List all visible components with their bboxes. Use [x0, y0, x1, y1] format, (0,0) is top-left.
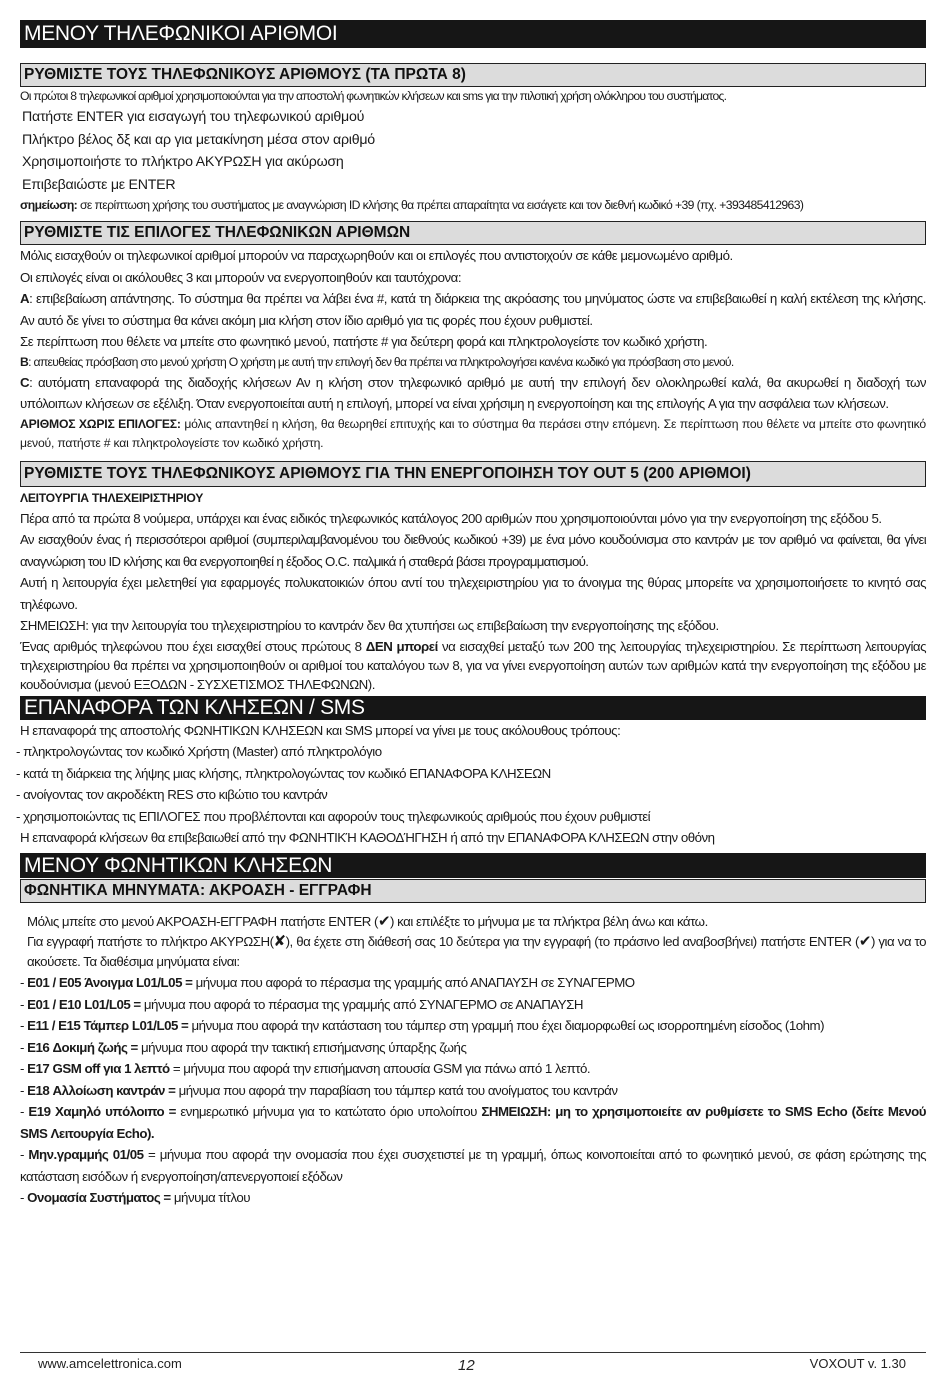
message-e11-e15: [20, 1015, 926, 1037]
page-footer: [20, 1352, 926, 1374]
option-a-label: A: [20, 291, 30, 306]
message-text: μήνυμα που αφορά την τακτική επισήμανσης ύπαρξης ζωής: [137, 1039, 467, 1055]
option-b: [20, 353, 926, 372]
option-a: [20, 288, 926, 331]
remote-control-title: ΛΕΙΤΟΥΡΓΙΑ ΤΗΛΕΧΕΙΡΙΣΤΗΡΙΟΥ: [20, 490, 204, 505]
list-dash: -: [20, 1082, 28, 1098]
options-p3: Σε περίπτωση που θέλετε να μπείτε στο φωνητικό μενού, πατήστε # για δεύτερη φορά και πληκτρολογείστε τον κωδικό χρήστη.: [20, 334, 708, 349]
step-enter: Πατήστε ENTER για εισαγωγή του τηλεφωνικού αριθμού: [22, 109, 365, 125]
no-options: [20, 415, 926, 453]
voice-p2: [20, 932, 926, 972]
reset-item-master: - πληκτρολογώντας τον κωδικό Χρήστη (Master) από πληκτρολόγιο: [16, 744, 382, 759]
message-text: = μήνυμα που αφορά την ονομασία που έχει συσχετιστεί με τη γραμμή, όπως κοινοποιείται από το φωνητικό μενού, σε φάση ερώτησης της κατάσταση εισόδων ή ενεργοποίηση/απενεργοποιεί εξόδων: [20, 1147, 927, 1184]
reset-outro: Η επαναφορά κλήσεων θα επιβεβαιωθεί από την ΦΩΝΗΤΙΚΉ ΚΑΘΟΔΉΓΗΣΗ ή από την ΕΠΑΝΑΦΟΡΑ ΚΛΗΣΕΩΝ στην οθόνη: [20, 830, 715, 845]
voice-p2-a: Για εγγραφή πατήστε το πλήκτρο ΑΚΥΡΩΣΗ(: [27, 934, 274, 949]
section-title-reset-calls: ΕΠΑΝΑΦΟΡΑ ΤΩΝ ΚΛΗΣΕΩΝ / SMS: [20, 696, 926, 720]
step-confirm: Επιβεβαιώστε με ENTER: [22, 176, 176, 193]
check-icon: ✔: [377, 912, 391, 930]
out5-p5: [20, 637, 926, 694]
out5-p5-a: Ένας αριθμός τηλεφώνου που έχει εισαχθεί στους πρώτους 8: [20, 638, 366, 654]
options-p2: Οι επιλογές είναι οι ακόλουθες 3 και μπορούν να ενεργοποιηθούν και ταυτόχρονα:: [20, 269, 462, 285]
option-a-text: : επιβεβαίωση απάντησης. Το σύστημα θα πρέπει να λάβει ένα #, κατά τη διάρκεια της ακρόασης του μηνύματος ώστε να επιβεβαιωθεί η καλή εκτέλεση της κλήσης. Αν αυτό δε γίνει το σύστημα θα κάνει ακόμη μια κλήση στον ίδιο αριθμό για τις φορές που έχουν ρυθμιστεί.: [20, 291, 926, 328]
subsection-title-out5: ΡΥΘΜΙΣΤΕ ΤΟΥΣ ΤΗΛΕΦΩΝΙΚΟΥΣ ΑΡΙΘΜΟΥΣ ΓΙΑ ΤΗΝ ΕΝΕΡΓΟΠΟΙΗΣΗ ΤΟΥ OUT 5 (200 ΑΡΙΘΜΟΙ): [20, 461, 926, 487]
no-options-text: μόλις απαντηθεί η κλήση, θα θεωρηθεί επιτυχής και το σύστημα θα περάσει στην επόμενη. Σε περίπτωση που θέλετε να μπείτε στο φωνητικό μενού, πατήστε # και πληκτρολογείστε τον κωδικό χρήστη.: [20, 416, 926, 450]
voice-messages-list: [20, 972, 926, 1209]
message-e01-e10: [20, 994, 926, 1016]
voice-p1: [20, 911, 926, 933]
section-title-phone-numbers: ΜΕΝΟΥ ΤΗΛΕΦΩΝΙΚΟΙ ΑΡΙΘΜΟΙ: [20, 20, 926, 48]
option-b-label: B: [20, 354, 29, 369]
message-label: E16 Δοκιμή ζωής =: [27, 1039, 138, 1055]
note-caller-id: [20, 196, 926, 215]
message-label: E01 / E10 L01/L05 =: [27, 996, 141, 1012]
message-system-name: - Ονομασία Συστήματος = μήνυμα τίτλου: [20, 1190, 250, 1205]
voice-p1-a: Μόλις μπείτε στο μενού ΑΚΡΟΑΣΗ-ΕΓΓΡΑΦΗ πατήστε ENTER (: [27, 913, 378, 929]
message-e19: - E19 Χαμηλό υπόλοιπο = ενημερωτικό μήνυμα για το κατώτατο όριο υπολοίπου ΣΗΜΕΙΩΣΗ: μη το χρησιμοποιείτε αν ρυθμίσετε το SMS Echo (δείτε Μενού SMS Λειτουργία Echo).: [20, 1104, 927, 1141]
message-e01-e05: [20, 972, 926, 994]
no-options-label: ΑΡΙΘΜΟΣ ΧΩΡΙΣ ΕΠΙΛΟΓΕΣ:: [20, 416, 181, 431]
reset-item-options: - χρησιμοποιώντας τις ΕΠΙΛΟΓΕΣ που προβλέπονται και αφορούν τους τηλεφωνικούς αριθμούς που έχουν ρυθμιστεί: [16, 808, 651, 824]
voice-p1-b: ) και επιλέξτε το μήνυμα με τα πλήκτρα βέλη άνω και κάτω.: [390, 913, 708, 929]
list-dash: -: [20, 1018, 28, 1033]
out5-p5-bold: ΔΕΝ μπορεί: [365, 638, 438, 654]
option-c: [20, 372, 926, 415]
list-dash: -: [20, 996, 28, 1012]
message-text: μήνυμα που αφορά την παραβίαση του τάμπερ κατά του ανοίγματος του καντράν: [175, 1082, 618, 1098]
section-title-voice-menu: ΜΕΝΟΥ ΦΩΝΗΤΙΚΩΝ ΚΛΗΣΕΩΝ: [20, 853, 926, 878]
reset-item-during-call: - κατά τη διάρκεια της λήψης μιας κλήσης, πληκτρολογώντας τον κωδικό ΕΠΑΝΑΦΟΡΑ ΚΛΗΣΕΩΝ: [16, 765, 551, 781]
message-label: E01 / E05 Άνοιγμα L01/L05 =: [27, 975, 193, 990]
subsection-title-options: ΡΥΘΜΙΣΤΕ ΤΙΣ ΕΠΙΛΟΓΕΣ ΤΗΛΕΦΩΝΙΚΩΝ ΑΡΙΘΜΩΝ: [20, 221, 926, 245]
message-text: μήνυμα τίτλου: [170, 1190, 250, 1205]
footer-version: VOXOUT v. 1.30: [809, 1356, 906, 1371]
out5-p5-b: να εισαχθεί μεταξύ των 200 της λειτουργίας τηλεχειριστηρίου. Σε περίπτωση λειτουργίας τηλεχειριστηρίου θα πρέπει να χρησιμοποιηθούν οι αριθμοί του καταλόγου των 8, για να γίνει ενεργοποίηση αυτών των αριθμών κατά την ενεργοποίηση της εξόδου με κουδούνισμα (μενού ΕΞΟΔΩΝ - ΣΥΣΧΕΤΙΣΜΟΣ ΤΗΛΕΦΩΝΩΝ).: [20, 638, 926, 692]
note-text: σε περίπτωση χρήσης του συστήματος με αναγνώριση ID κλήσης θα πρέπει απαραίτητα να εισάγετε και τον διεθνή κωδικό +39 (πχ. +393485412963): [77, 198, 804, 212]
subsection-title-voice-messages: ΦΩΝΗΤΙΚΑ ΜΗΝΥΜΑΤΑ: ΑΚΡΟΑΣΗ - ΕΓΓΡΑΦΗ: [20, 879, 926, 903]
message-label: E18 Αλλοίωση καντράν =: [27, 1082, 176, 1098]
message-e18: [20, 1080, 926, 1102]
message-label: Ονομασία Συστήματος =: [27, 1190, 171, 1205]
option-b-text: : απευθείας πρόσβαση στο μενού χρήστη Ο χρήστη με αυτή την επιλογή δεν θα πρέπει να πληκτρολογήσει κανένα κωδικό για πρόσβαση στο μενού.: [28, 354, 734, 369]
out5-p1: Πέρα από τα πρώτα 8 νούμερα, υπάρχει και ένας ειδικός τηλεφωνικός κατάλογος 200 αριθμών που χρησιμοποιούνται μόνο για την ενεργοποίηση της εξόδου 5.: [20, 510, 882, 526]
out5-p2: Αν εισαχθούν ένας ή περισσότεροι αριθμοί (συμπεριλαμβανομένου του διεθνούς κωδικού +39) με ένα μόνο κουδούνισμα στο καντράν με τον αριθμό να φαίνεται, θα γίνει αναγνώριση του ID κλήσης και θα ενεργοποιηθεί η έξοδος Ο.C. παλμικά ή σταθερά βάσει προγραμματισμού.: [20, 532, 926, 569]
message-e16: [20, 1037, 926, 1059]
voice-p2-c: ) για να το ακούσετε. Τα διαθέσιμα μηνύματα είναι:: [27, 934, 926, 969]
out5-p4: ΣΗΜΕΙΩΣΗ: για την λειτουργία του τηλεχειριστηρίου το καντράν δεν θα χτυπήσει ως επιβεβαίωση την ενεργοποίησης της εξόδου.: [20, 618, 719, 633]
step-cancel: Χρησιμοποιήστε το πλήκτρο ΑΚΥΡΩΣΗ για ακύρωση: [22, 154, 344, 170]
list-dash: -: [20, 975, 28, 990]
message-text: μήνυμα που αφορά την κατάσταση του τάμπερ στη γραμμή που έχει διαμορφωθεί ως ισορροπημένη είσοδος (1ohm): [188, 1018, 825, 1033]
message-label: Μην.γραμμής 01/05: [28, 1147, 144, 1162]
manual-page: [16, 20, 927, 1209]
message-text: ενημερωτικό μήνυμα για το κατώτατο όριο υπολοίπου: [175, 1104, 482, 1119]
subsection-title-first-8: ΡΥΘΜΙΣΤΕ ΤΟΥΣ ΤΗΛΕΦΩΝΙΚΟΥΣ ΑΡΙΘΜΟΥΣ (ΤΑ ΠΡΩΤΑ 8): [20, 63, 926, 87]
reset-item-res-terminal: - ανοίγοντας τον ακροδέκτη RES στο κιβώτιο του καντράν: [16, 787, 328, 802]
note-label: σημείωση:: [20, 198, 78, 212]
footer-page-number: 12: [458, 1357, 475, 1374]
check-icon-2: ✔: [858, 933, 871, 950]
message-label: E17 GSM off για 1 λεπτό: [27, 1061, 170, 1076]
message-label: E19 Χαμηλό υπόλοιπο =: [28, 1104, 176, 1119]
message-e17: [20, 1058, 926, 1080]
options-p1: Μόλις εισαχθούν οι τηλεφωνικοί αριθμοί μπορούν να παραχωρηθούν και οι επιλογές που αντιστοιχούν σε κάθε μεμονωμένο αριθμό.: [20, 248, 733, 263]
list-dash: -: [20, 1039, 28, 1055]
message-text: μήνυμα που αφορά το πέρασμα της γραμμής από ΣΥΝΑΓΕΡΜΟ σε ΑΝΑΠΑΥΣΗ: [140, 996, 583, 1012]
list-dash: -: [20, 1061, 28, 1076]
reset-intro: Η επαναφορά της αποστολής ΦΩΝΗΤΙΚΩΝ ΚΛΗΣΕΩΝ και SMS μπορεί να γίνει με τους ακόλουθους τρόπους:: [20, 722, 621, 738]
footer-website: www.amcelettronica.com: [38, 1356, 182, 1371]
message-text: μήνυμα που αφορά το πέρασμα της γραμμής από ΑΝΑΠΑΥΣΗ σε ΣΥΝΑΓΕΡΜΟ: [192, 975, 635, 990]
paragraph-intro: Οι πρώτοι 8 τηλεφωνικοί αριθμοί χρησιμοποιούνται για την αποστολή φωνητικών κλήσεων και sms για την πιλοτική χρήση ολόκληρου του συστήματος.: [20, 89, 727, 103]
message-line-name: - Μην.γραμμής 01/05 = μήνυμα που αφορά την ονομασία που έχει συσχετιστεί με τη γραμμή, όπως κοινοποιείται από το φωνητικό μενού, σε φάση ερώτησης της κατάσταση εισόδων ή ενεργοποίηση/απενεργοποιεί εξόδων: [20, 1147, 927, 1184]
step-arrows: Πλήκτρο βέλος δξ και αρ για μετακίνηση μέσα στον αριθμό: [22, 131, 375, 148]
out5-p3: Αυτή η λειτουργία έχει μελετηθεί για εφαρμογές πολυκατοικιών όπου αντί του τηλεχειριστηρίου για το άνοιγμα της θύρας μπορείτε να χρησιμοποιήσετε το κινητό σας τηλέφωνο.: [20, 575, 926, 612]
message-label: E11 / E15 Τάμπερ L01/L05 =: [27, 1018, 189, 1033]
option-c-label: C: [20, 374, 30, 390]
message-text: = μήνυμα που αφορά την επισήμανση απουσία GSM για πάνω από 1 λεπτό.: [169, 1061, 591, 1076]
option-c-text: : αυτόματη επαναφορά της διαδοχής κλήσεων Αν η κλήση στον τηλεφωνικό αριθμό με αυτή την επιλογή δεν ολοκληρωθεί καλά, θα ακυρωθεί η διαδοχή των υπόλοιπων κλήσεων σε εξέλιξη. Όταν ενεργοποιείται αυτή η επιλογή, μπορεί να είναι χρήσιμη η ενεργοποίηση και της επιλογής A για την ασφάλεια των κλήσεων.: [20, 374, 926, 411]
voice-p2-b: ), θα έχετε στη διάθεσή σας 10 δεύτερα για την εγγραφή (το πράσινο led αναβοσβήνει) πατήστε ENTER (: [285, 934, 859, 949]
cross-icon: ✘: [273, 933, 286, 950]
e19-note: ΣΗΜΕΙΩΣΗ: μη το χρησιμοποιείτε αν ρυθμίσετε το SMS Echo (δείτε Μενού SMS Λειτουργία Echo).: [20, 1104, 927, 1141]
